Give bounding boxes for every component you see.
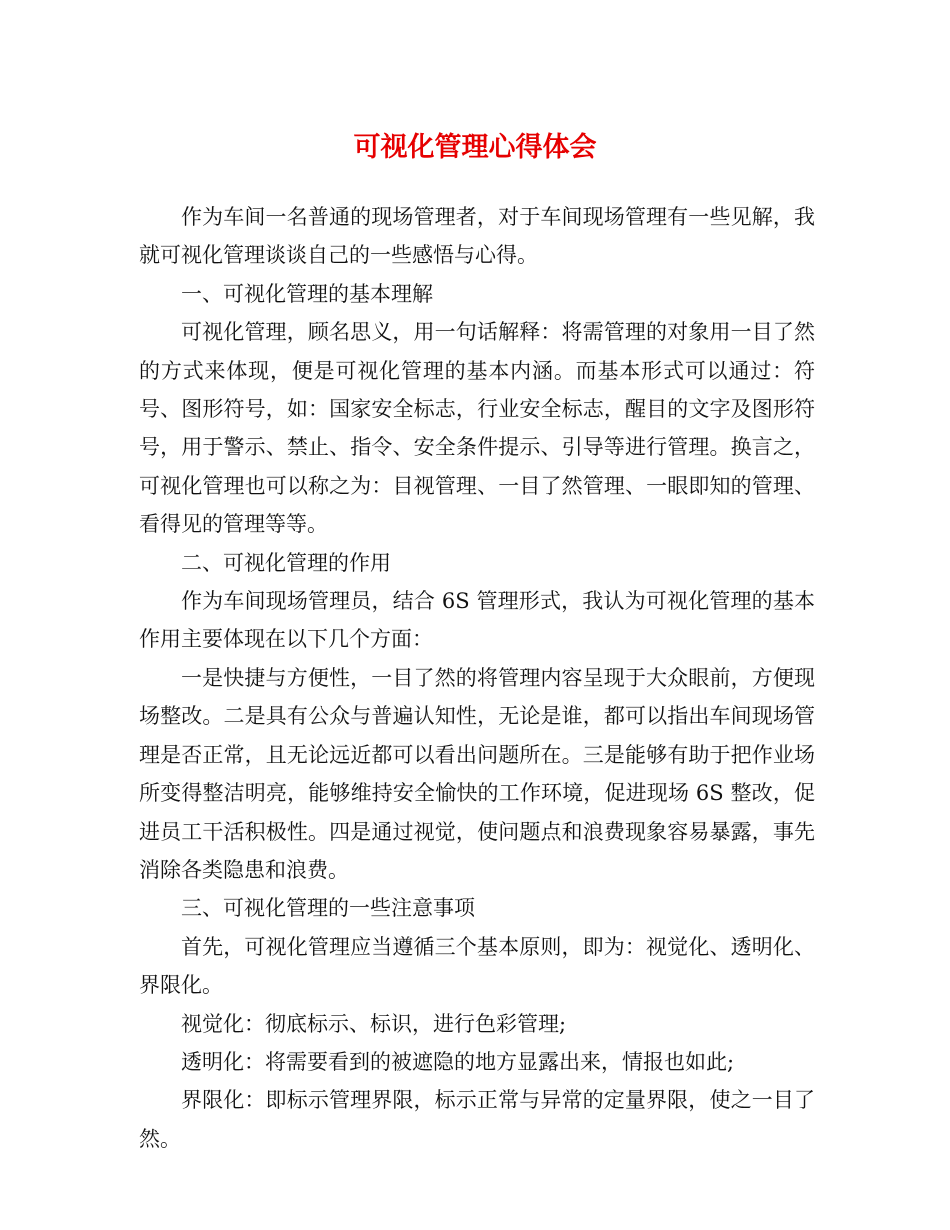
paragraph-definition: 可视化管理，顾名思义，用一句话解释：将需管理的对象用一目了然的方式来体现，便是可视化管理的基本内涵。而基本形式可以通过：符号、图形符号，如：国家安全标志，行业安全标志，醒目的文字及图形符号，用于警示、禁止、指令、安全条件提示、引导等进行管理。换言之，可视化管理也可以称之为：目视管理、一目了然管理、一眼即知的管理、看得见的管理等等。 xyxy=(139,320,815,537)
paragraph-role-intro: 作为车间现场管理员，结合 6S 管理形式，我认为可视化管理的基本作用主要体现在以下几个方面： xyxy=(139,589,815,652)
paragraph-boundary: 界限化：即标示管理界限，标示正常与异常的定量界限，使之一目了然。 xyxy=(139,1088,815,1151)
paragraph-visualization: 视觉化：彻底标示、标识，进行色彩管理; xyxy=(181,1011,567,1036)
document-title: 可视化管理心得体会 xyxy=(353,132,597,163)
paragraph-roles: 一是快捷与方便性，一目了然的将管理内容呈现于大众眼前，方便现场整改。二是具有公众与普遍认知性，无论是谁，都可以指出车间现场管理是否正常，且无论远近都可以看出问题所在。三是能够有助于把作业场所变得整洁明亮，能够维持安全愉快的工作环境，促进现场 6S 整改，促进员工干活积极性。四是通过视觉，使问题点和浪费现象容易暴露，事先消除各类隐患和浪费。 xyxy=(139,665,815,882)
paragraph-principles: 首先，可视化管理应当遵循三个基本原则，即为：视觉化、透明化、界限化。 xyxy=(139,934,815,998)
document-body xyxy=(139,198,815,1158)
section-heading-2: 二、可视化管理的作用 xyxy=(181,550,391,575)
paragraph-intro: 作为车间一名普通的现场管理者，对于车间现场管理有一些见解，我就可视化管理谈谈自己的一些感悟与心得。 xyxy=(139,205,815,268)
section-heading-3: 三、可视化管理的一些注意事项 xyxy=(181,896,475,921)
paragraph-transparency: 透明化：将需要看到的被遮隐的地方显露出来，情报也如此; xyxy=(181,1049,735,1074)
section-heading-1: 一、可视化管理的基本理解 xyxy=(181,281,433,306)
